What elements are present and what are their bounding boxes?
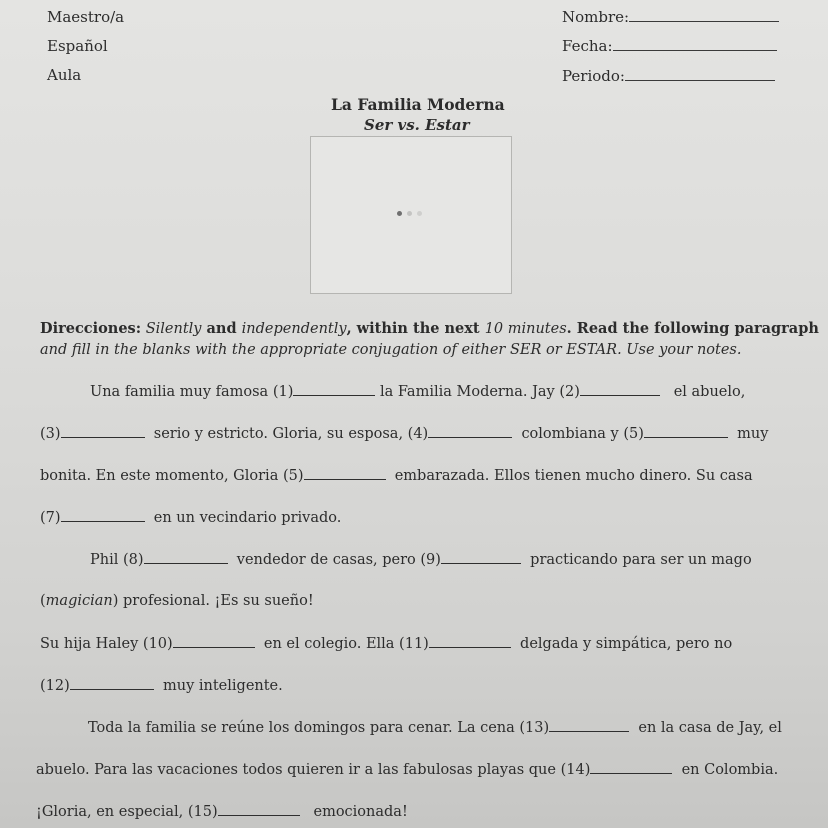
para-line-11 xyxy=(36,803,408,820)
para-text: en un vecindario privado. xyxy=(153,510,342,526)
para-text: la Familia Moderna. Jay (2) xyxy=(379,384,580,400)
para-text: muy inteligente. xyxy=(162,678,283,694)
blank-11[interactable] xyxy=(429,635,511,648)
blank-15[interactable] xyxy=(218,803,300,816)
para-text: muy xyxy=(737,426,769,442)
para-text: delgada y simpática, pero no xyxy=(520,636,733,652)
blank-3[interactable] xyxy=(61,425,145,438)
blank-13[interactable] xyxy=(549,719,629,732)
blank-12[interactable] xyxy=(70,677,154,690)
directions-silently: Silently xyxy=(145,321,202,337)
para-text: (7) xyxy=(40,510,61,526)
directions-read: . Read the following paragraph xyxy=(566,320,819,337)
para-line-10 xyxy=(36,761,778,778)
para-text: en Colombia. xyxy=(681,762,779,778)
para-text: colombiana y (5) xyxy=(521,426,644,442)
para-text: (3) xyxy=(40,426,61,442)
period-blank[interactable] xyxy=(625,68,775,81)
name-blank[interactable] xyxy=(629,9,779,22)
directions-line-1 xyxy=(40,320,819,337)
para-text: practicando para ser un mago xyxy=(530,552,752,568)
blank-2[interactable] xyxy=(580,383,660,396)
loading-dot-icon xyxy=(407,211,412,216)
blank-6[interactable] xyxy=(304,467,386,480)
para-text: Toda la familia se reúne los domingos para cenar. La cena (13) xyxy=(88,720,550,736)
para-text: ¡Gloria, en especial, (15) xyxy=(36,804,218,820)
blank-9[interactable] xyxy=(441,551,521,564)
date-label: Fecha: xyxy=(562,37,613,55)
loading-dot-icon xyxy=(417,211,422,216)
para-text: abuelo. Para las vacaciones todos quieren ir a las fabulosas playas que (14) xyxy=(36,762,591,778)
para-text: emocionada! xyxy=(313,804,408,820)
para-line-2 xyxy=(40,425,768,442)
name-field[interactable] xyxy=(562,8,779,26)
para-line-1 xyxy=(90,383,745,400)
directions-and: and xyxy=(201,320,242,337)
directions-line-2: and fill in the blanks with the appropriate conjugation of either SER or ESTAR. Use your notes. xyxy=(40,342,742,358)
name-label: Nombre: xyxy=(562,8,630,26)
directions-minutes: 10 minutes xyxy=(484,321,567,337)
para-text: serio y estricto. Gloria, su esposa, (4) xyxy=(153,426,429,442)
image-placeholder xyxy=(310,136,512,294)
directions-independently: independently xyxy=(241,321,347,337)
para-text: vendedor de casas, pero (9) xyxy=(236,552,441,568)
para-line-4 xyxy=(40,509,341,526)
para-text: (12) xyxy=(40,678,70,694)
blank-8[interactable] xyxy=(144,551,228,564)
period-label: Periodo: xyxy=(562,67,625,85)
para-line-3 xyxy=(40,467,753,484)
para-text: en el colegio. Ella (11) xyxy=(263,636,429,652)
blank-1[interactable] xyxy=(293,383,375,396)
para-text: Su hija Haley (10) xyxy=(40,636,173,652)
date-field[interactable] xyxy=(562,37,777,55)
para-text: Una familia muy famosa (1) xyxy=(90,384,294,400)
para-text: en la casa de Jay, el xyxy=(638,720,782,736)
blank-4[interactable] xyxy=(428,425,512,438)
para-line-7 xyxy=(40,635,732,652)
para-text: embarazada. Ellos tienen mucho dinero. Su casa xyxy=(394,468,753,484)
page-subtitle: Ser vs. Estar xyxy=(364,116,470,134)
para-text: Phil (8) xyxy=(90,552,144,568)
para-line-8 xyxy=(40,677,283,694)
para-text: bonita. En este momento, Gloria (5) xyxy=(40,468,304,484)
para-line-9 xyxy=(88,719,782,736)
blank-7[interactable] xyxy=(61,509,145,522)
blank-14[interactable] xyxy=(590,761,672,774)
loading-dot-icon xyxy=(397,211,402,216)
header-room: Aula xyxy=(47,66,82,84)
header-class: Español xyxy=(47,37,108,55)
para-text-italic: magician xyxy=(45,593,113,609)
period-field[interactable] xyxy=(562,67,775,85)
directions-label: Direcciones: xyxy=(40,320,142,337)
para-text: el abuelo, xyxy=(673,384,746,400)
blank-5[interactable] xyxy=(644,425,728,438)
para-line-6: (magician) profesional. ¡Es su sueño! xyxy=(40,593,314,609)
para-line-5 xyxy=(90,551,752,568)
blank-10[interactable] xyxy=(173,635,255,648)
directions-within: , within the next xyxy=(346,320,485,337)
header-teacher: Maestro/a xyxy=(47,8,125,26)
date-blank[interactable] xyxy=(613,38,777,51)
page-title: La Familia Moderna xyxy=(331,95,505,114)
para-text: profesional. ¡Es su sueño! xyxy=(123,593,314,609)
